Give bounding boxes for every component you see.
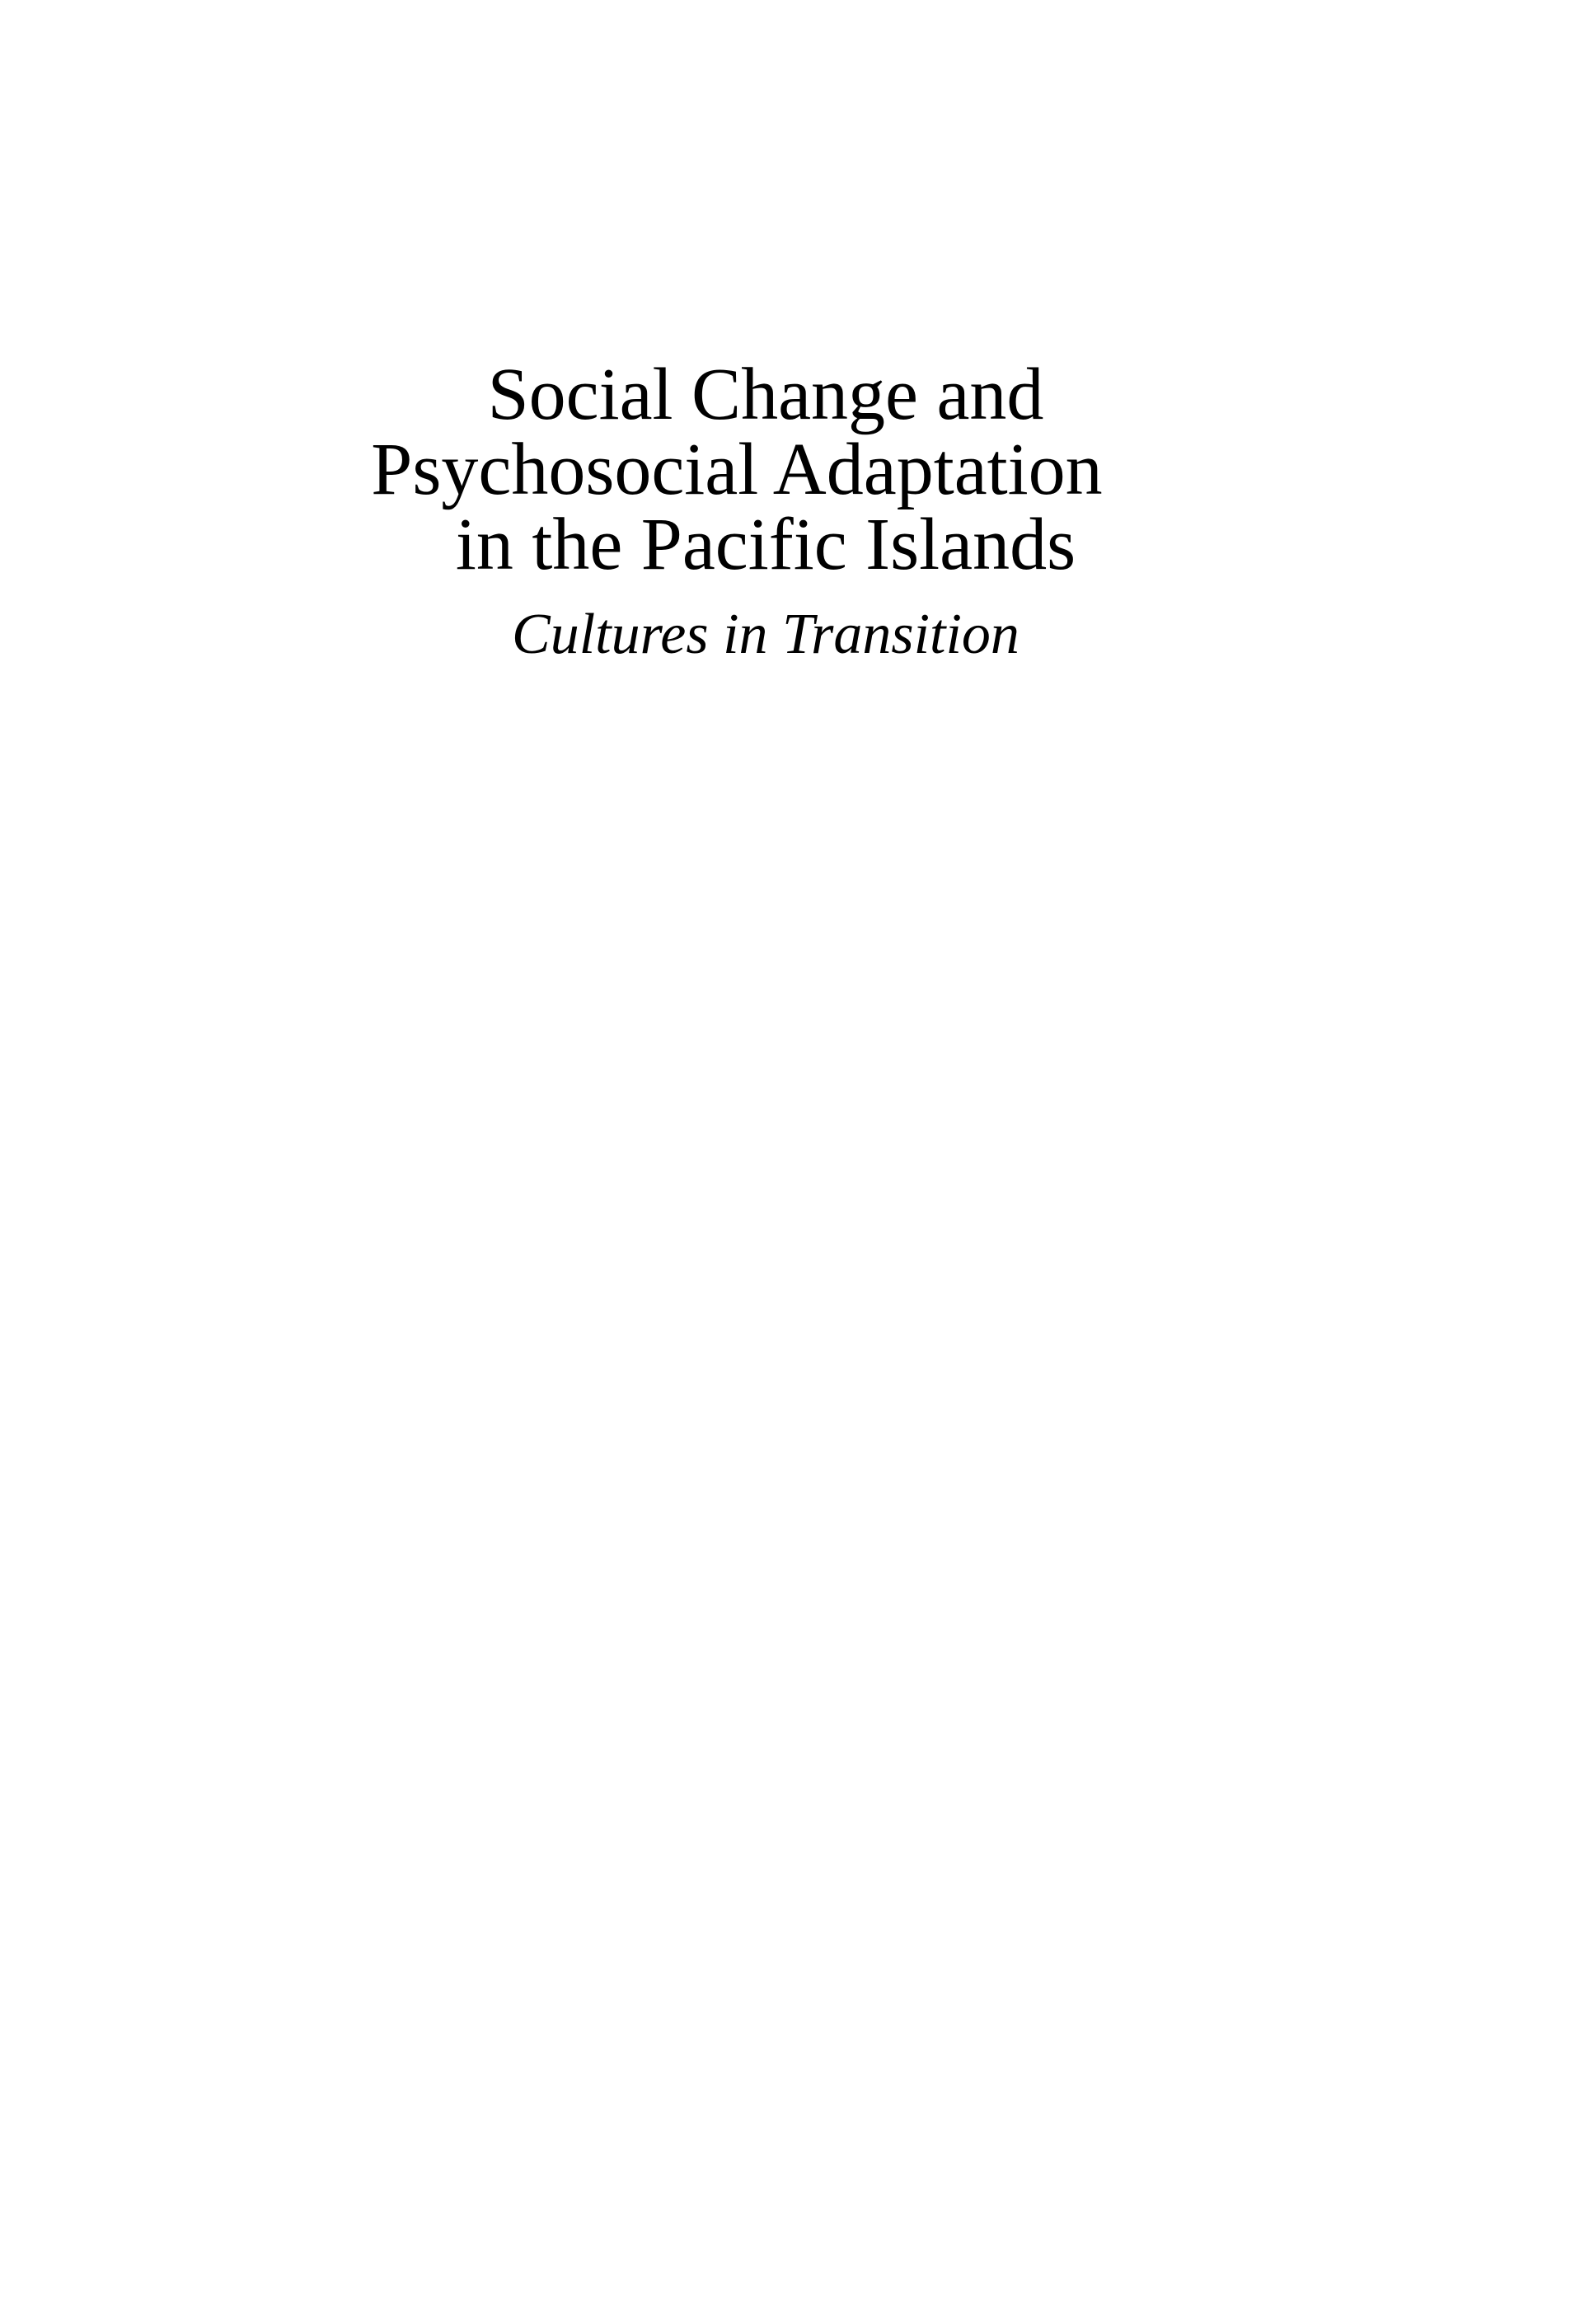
title-block (271, 354, 1260, 667)
book-title-line-3: in the Pacific Islands (455, 504, 1076, 585)
book-subtitle: Cultures in Transition (512, 603, 1020, 666)
book-title-line-1: Social Change and (487, 354, 1044, 435)
book-title-line-2: Psychosocial Adaptation (371, 429, 1103, 510)
